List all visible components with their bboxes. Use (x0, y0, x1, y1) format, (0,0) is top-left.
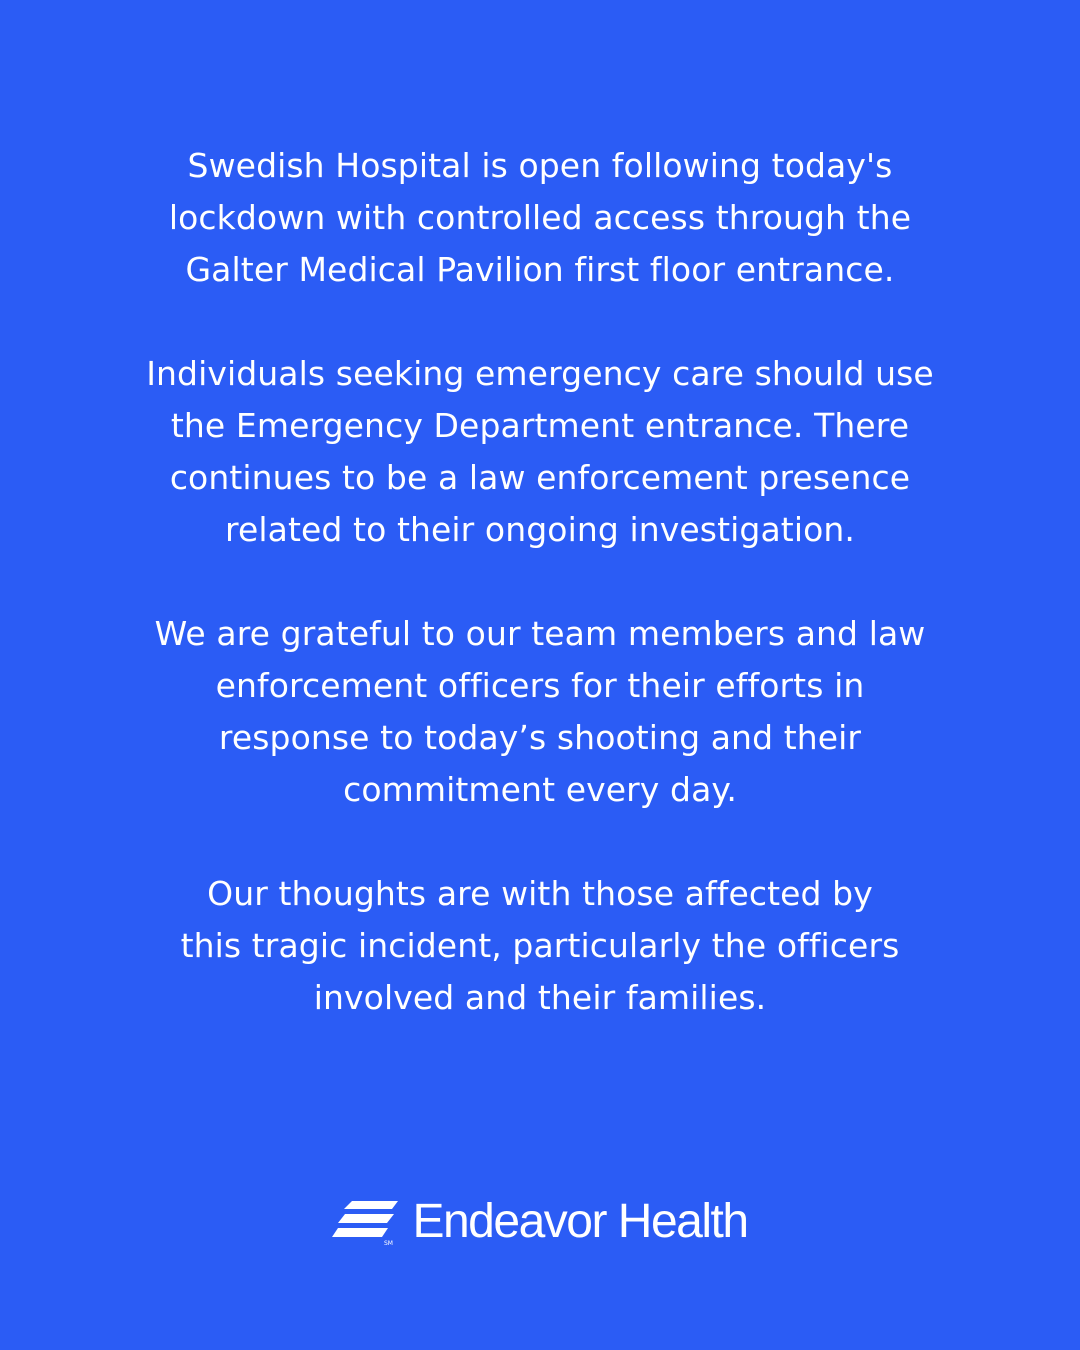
statement-line: lockdown with controlled access through the (168, 198, 912, 237)
statement-line: related to their ongoing investigation. (225, 510, 855, 549)
statement-line: commitment every day. (343, 770, 737, 809)
statement-text (0, 140, 1080, 1076)
brand-name: Endeavor Health (412, 1195, 748, 1248)
statement-line: the Emergency Department entrance. There (170, 406, 910, 445)
statement-line: Swedish Hospital is open following today's (187, 146, 893, 185)
statement-line: continues to be a law enforcement presence (169, 458, 911, 497)
statement-paragraph-4 (0, 868, 1080, 1024)
statement-paragraph-3 (0, 608, 1080, 816)
statement-line: Galter Medical Pavilion first floor entrance. (185, 250, 895, 289)
brand-logo (0, 1192, 1080, 1252)
statement-line: Our thoughts are with those affected by (207, 874, 873, 913)
endeavor-health-logo-icon (332, 1197, 402, 1247)
svg-text:SM: SM (384, 1240, 394, 1247)
statement-line: response to today’s shooting and their (218, 718, 862, 757)
statement-line: involved and their families. (313, 978, 767, 1017)
statement-line: We are grateful to our team members and law (154, 614, 926, 653)
statement-line: enforcement officers for their efforts in (215, 666, 865, 705)
statement-paragraph-2 (0, 348, 1080, 556)
statement-line: Individuals seeking emergency care should use (146, 354, 934, 393)
statement-paragraph-1 (0, 140, 1080, 296)
statement-line: this tragic incident, particularly the officers (180, 926, 900, 965)
